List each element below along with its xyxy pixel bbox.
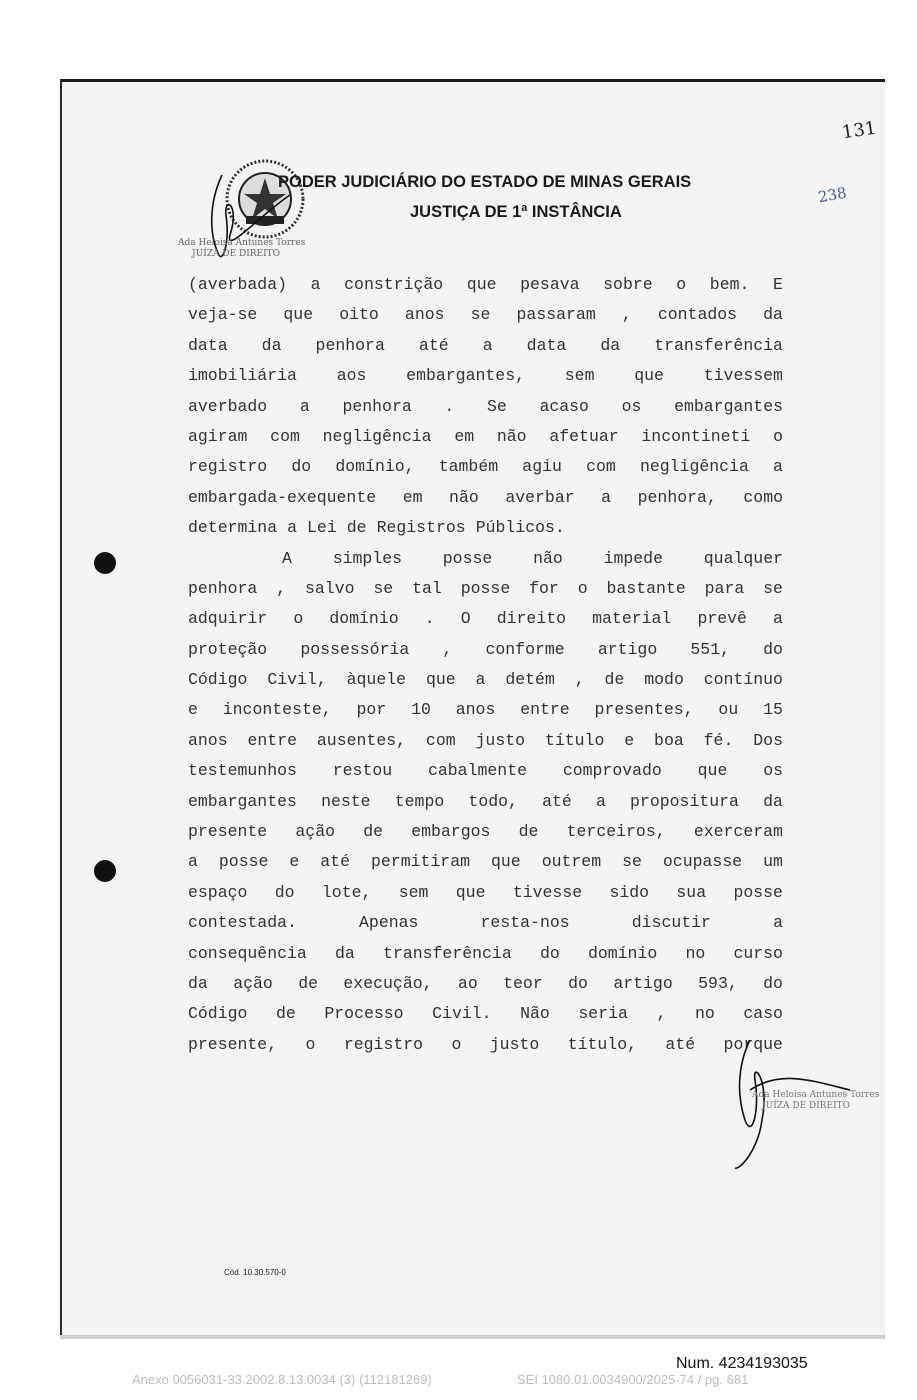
word: aos <box>336 366 367 386</box>
stamp-role: JUÍZA DE DIREITO <box>192 249 281 259</box>
word: se <box>470 305 491 325</box>
body-line <box>188 452 783 482</box>
stamp-name: Ada Heloisa Antunes Torres <box>752 1090 880 1100</box>
body-line <box>188 908 783 938</box>
body-line <box>188 361 783 391</box>
body-line <box>188 392 783 422</box>
word: justo <box>489 1034 540 1054</box>
word: a <box>287 518 298 538</box>
word: da <box>763 791 783 811</box>
word: exerceram <box>693 822 783 842</box>
word: também <box>438 457 499 477</box>
word: que <box>425 670 456 690</box>
word: do <box>763 639 783 659</box>
header-title: PODER JUDICIÁRIO DO ESTADO DE MINAS GERAIS <box>278 173 692 191</box>
word: penhora <box>188 578 258 598</box>
word: imobiliária <box>188 366 297 386</box>
word: da <box>600 335 621 355</box>
word: um <box>763 852 783 872</box>
word: se <box>763 578 783 598</box>
word: fé. <box>703 730 734 750</box>
word: posse <box>442 548 493 568</box>
word: simples <box>332 548 402 568</box>
word: com <box>586 457 616 477</box>
word: ação <box>295 822 336 842</box>
word: ausentes, <box>316 730 407 750</box>
word: a <box>475 670 486 690</box>
word: domínio <box>587 943 658 963</box>
word: até <box>320 852 350 872</box>
word: sem <box>564 366 595 386</box>
word: de <box>346 518 367 538</box>
word: E <box>773 275 783 294</box>
word: a <box>773 913 783 933</box>
word: averbar <box>505 487 575 507</box>
word: não <box>496 426 527 446</box>
word: que <box>697 761 728 781</box>
word: justo <box>475 730 526 750</box>
word: de <box>363 822 384 842</box>
word: o <box>676 275 687 294</box>
word: Públicos. <box>475 518 565 538</box>
word: embargantes, <box>406 366 525 386</box>
word: determina <box>188 518 278 538</box>
word: oito <box>339 305 379 325</box>
word: negligência <box>322 426 432 446</box>
punch-hole <box>94 552 116 574</box>
word: 593, <box>698 973 738 993</box>
word: execução, <box>343 973 433 993</box>
word: Código <box>188 670 248 690</box>
word: data <box>526 335 567 355</box>
word: resta-nos <box>480 913 570 933</box>
body-line <box>188 1030 783 1060</box>
word: o <box>451 1034 462 1054</box>
word: modo <box>644 670 684 690</box>
folio-mark-blue: 238 <box>816 183 848 207</box>
word: não <box>449 487 479 507</box>
word: outrem <box>541 852 602 872</box>
word: a <box>299 396 310 416</box>
word: direito <box>496 609 567 629</box>
word: do <box>568 973 588 993</box>
form-code: Cód. 10.30.570-0 <box>224 1268 286 1277</box>
word: do <box>291 457 312 477</box>
word: de <box>604 670 625 690</box>
word: para <box>704 578 745 598</box>
word: àquele <box>346 670 407 690</box>
word: passaram <box>516 305 596 325</box>
word: impede <box>603 548 663 568</box>
word: sido <box>609 882 650 902</box>
word: posse <box>218 852 269 872</box>
word: o <box>293 609 304 629</box>
word: penhora, <box>637 487 717 507</box>
word: for <box>529 578 559 598</box>
word: material <box>592 609 672 629</box>
body-line <box>188 969 783 999</box>
body-line <box>188 665 783 695</box>
body-line <box>188 847 783 877</box>
word: presente, <box>188 1034 278 1054</box>
word: Registros <box>376 518 466 538</box>
word: como <box>743 487 783 507</box>
word: transferência <box>383 943 512 963</box>
word: discutir <box>631 913 711 933</box>
word: até <box>418 335 449 355</box>
document-number: Num. 4234193035 <box>676 1355 808 1372</box>
body-line <box>188 817 783 847</box>
sei-reference: SEI 1080.01.0034900/2025-74 / pg. 681 <box>517 1372 749 1387</box>
word: embargada-exequente <box>188 487 377 507</box>
word: contados <box>657 305 738 325</box>
word: cabalmente <box>427 761 527 781</box>
word: prevê <box>697 609 747 629</box>
word: até <box>542 791 572 811</box>
judge-stamp-top <box>178 238 305 260</box>
word: com <box>270 426 300 446</box>
word: incontineti <box>641 426 751 446</box>
word: , <box>656 1004 667 1024</box>
word: da <box>335 943 355 963</box>
body-line <box>188 635 783 665</box>
word: detém <box>505 670 555 690</box>
body-line <box>188 999 783 1029</box>
body-line <box>188 513 783 543</box>
word: até <box>665 1034 696 1054</box>
word: Lei <box>307 518 337 538</box>
scan-edge <box>60 1335 885 1339</box>
word: (averbada) <box>188 275 288 294</box>
word: Não <box>520 1004 550 1024</box>
word: , <box>574 670 585 690</box>
word: em <box>454 426 475 446</box>
word: artigo <box>613 973 673 993</box>
word: tivesse <box>512 882 583 902</box>
word: Apenas <box>359 913 419 933</box>
word: Se <box>486 396 507 416</box>
word: no <box>694 1004 715 1024</box>
word: da <box>188 973 208 993</box>
word: afetuar <box>549 426 619 446</box>
word: a <box>601 487 612 507</box>
word: de <box>518 822 539 842</box>
stamp-role: JUÍZA DE DIREITO <box>762 1101 851 1111</box>
word: negligência <box>639 457 749 477</box>
body-line <box>188 331 783 361</box>
word: e <box>188 700 198 720</box>
word: sem <box>398 882 429 902</box>
word: embargantes <box>674 396 783 416</box>
word: a <box>188 852 198 872</box>
word: curso <box>733 943 783 963</box>
judge-stamp-bottom <box>752 1090 879 1112</box>
word: os <box>763 761 783 781</box>
word: que <box>283 305 314 325</box>
word: inconteste, <box>222 700 332 720</box>
word: , <box>621 305 632 325</box>
word: data <box>188 335 228 355</box>
word: boa <box>654 730 684 750</box>
word: de <box>298 973 319 993</box>
word: qualquer <box>703 548 783 568</box>
word: proteção <box>188 639 268 659</box>
word: A <box>282 548 292 568</box>
word: Civil. <box>432 1004 492 1024</box>
word: Civil, <box>267 670 327 690</box>
word: da <box>261 335 282 355</box>
word: que <box>634 366 664 386</box>
word: terceiros, <box>566 822 666 842</box>
word: posse <box>460 578 511 598</box>
word: teor <box>503 973 543 993</box>
body-line <box>188 939 783 969</box>
word: a <box>595 791 606 811</box>
word: tempo <box>394 791 445 811</box>
word: com <box>425 730 456 750</box>
body-line <box>188 483 783 513</box>
word: acaso <box>539 396 589 416</box>
word: penhora <box>342 396 412 416</box>
word: contínuo <box>703 670 783 690</box>
word: , <box>276 578 287 598</box>
word: do <box>274 882 295 902</box>
word: artigo <box>597 639 658 659</box>
word: ao <box>457 973 478 993</box>
word: sua <box>676 882 707 902</box>
word: neste <box>321 791 371 811</box>
body-line <box>188 270 783 300</box>
word: caso <box>743 1004 783 1024</box>
word: não <box>533 548 563 568</box>
word: O <box>460 609 471 629</box>
word: permitiram <box>370 852 471 872</box>
annex-reference: Anexo 0056031-33.2002.8.13.0034 (3) (112181269) <box>132 1372 432 1387</box>
word: o <box>773 426 783 446</box>
word: domínio, <box>335 457 415 477</box>
document-body <box>188 270 783 1060</box>
word: 15 <box>763 700 783 720</box>
body-line <box>188 422 783 452</box>
body-line <box>188 756 783 786</box>
stamp-name: Ada Heloisa Antunes Torres <box>178 238 306 248</box>
word: do <box>763 973 783 993</box>
word: tivessem <box>703 366 783 386</box>
word: salvo <box>305 578 355 598</box>
word: embargos <box>411 822 491 842</box>
word: veja-se <box>188 305 258 325</box>
word: 551, <box>690 639 730 659</box>
body-line <box>188 544 783 574</box>
word: do <box>539 943 560 963</box>
word: , <box>442 639 453 659</box>
word: Dos <box>753 730 783 750</box>
body-line <box>188 787 783 817</box>
word: que <box>466 275 497 294</box>
word: penhora <box>315 335 385 355</box>
word: . <box>444 396 455 416</box>
word: entre <box>520 700 570 720</box>
word: posse <box>733 882 783 902</box>
word: por <box>356 700 387 720</box>
word: o <box>577 578 588 598</box>
word: espaço <box>188 882 248 902</box>
word: a <box>482 335 493 355</box>
word: agiu <box>522 457 562 477</box>
word: consequência <box>188 943 307 963</box>
word: a <box>310 275 321 294</box>
word: pesava <box>520 275 580 294</box>
word: ação <box>233 973 273 993</box>
word: todo, <box>468 791 518 811</box>
word: Processo <box>324 1004 404 1024</box>
word: porque <box>723 1034 783 1054</box>
word: sobre <box>603 275 653 294</box>
word: presentes, <box>594 700 694 720</box>
body-line <box>188 604 783 634</box>
word: bem. <box>709 275 750 294</box>
word: averbado <box>188 396 268 416</box>
word: se <box>622 852 642 872</box>
word: a <box>773 457 783 477</box>
word: registro <box>343 1034 424 1054</box>
word: que <box>455 882 486 902</box>
word: . <box>424 609 435 629</box>
word: lote, <box>321 882 372 902</box>
word: embargantes <box>188 791 297 811</box>
word: agiram <box>188 426 248 446</box>
word: anos <box>404 305 445 325</box>
word: e <box>289 852 300 872</box>
word: 10 <box>411 700 431 720</box>
body-line <box>188 300 783 330</box>
word: de <box>275 1004 296 1024</box>
word: possessória <box>300 639 410 659</box>
word: ou <box>718 700 739 720</box>
word: anos <box>188 730 228 750</box>
word: e <box>624 730 635 750</box>
body-line <box>188 695 783 725</box>
body-line <box>188 574 783 604</box>
word: os <box>621 396 642 416</box>
word: constrição <box>344 275 444 294</box>
word: que <box>491 852 521 872</box>
body-line <box>188 878 783 908</box>
word: domínio <box>329 609 399 629</box>
word: no <box>685 943 706 963</box>
word: título <box>544 730 605 750</box>
word: adquirir <box>188 609 268 629</box>
word: o <box>305 1034 316 1054</box>
word: transferência <box>654 335 783 355</box>
word: bastante <box>606 578 686 598</box>
word: ocupasse <box>662 852 743 872</box>
folio-mark-handwritten: 131 <box>840 117 878 144</box>
word: título, <box>567 1034 638 1054</box>
word: tal <box>412 578 442 598</box>
word: conforme <box>485 639 565 659</box>
word: a <box>773 609 783 629</box>
word: registro <box>188 457 268 477</box>
word: presente <box>188 822 268 842</box>
word: se <box>373 578 394 598</box>
word: entre <box>247 730 298 750</box>
word: Código <box>188 1004 248 1024</box>
header-subtitle: JUSTIÇA DE 1ª INSTÂNCIA <box>410 203 622 221</box>
word: em <box>402 487 423 507</box>
word: restou <box>332 761 393 781</box>
word: propositura <box>630 791 739 811</box>
punch-hole <box>94 860 116 882</box>
word: contestada. <box>188 913 297 933</box>
word: seria <box>578 1004 628 1024</box>
word: testemunhos <box>188 761 297 781</box>
word: da <box>763 305 783 325</box>
word: comprovado <box>562 761 662 781</box>
word: anos <box>455 700 496 720</box>
body-line <box>188 726 783 756</box>
